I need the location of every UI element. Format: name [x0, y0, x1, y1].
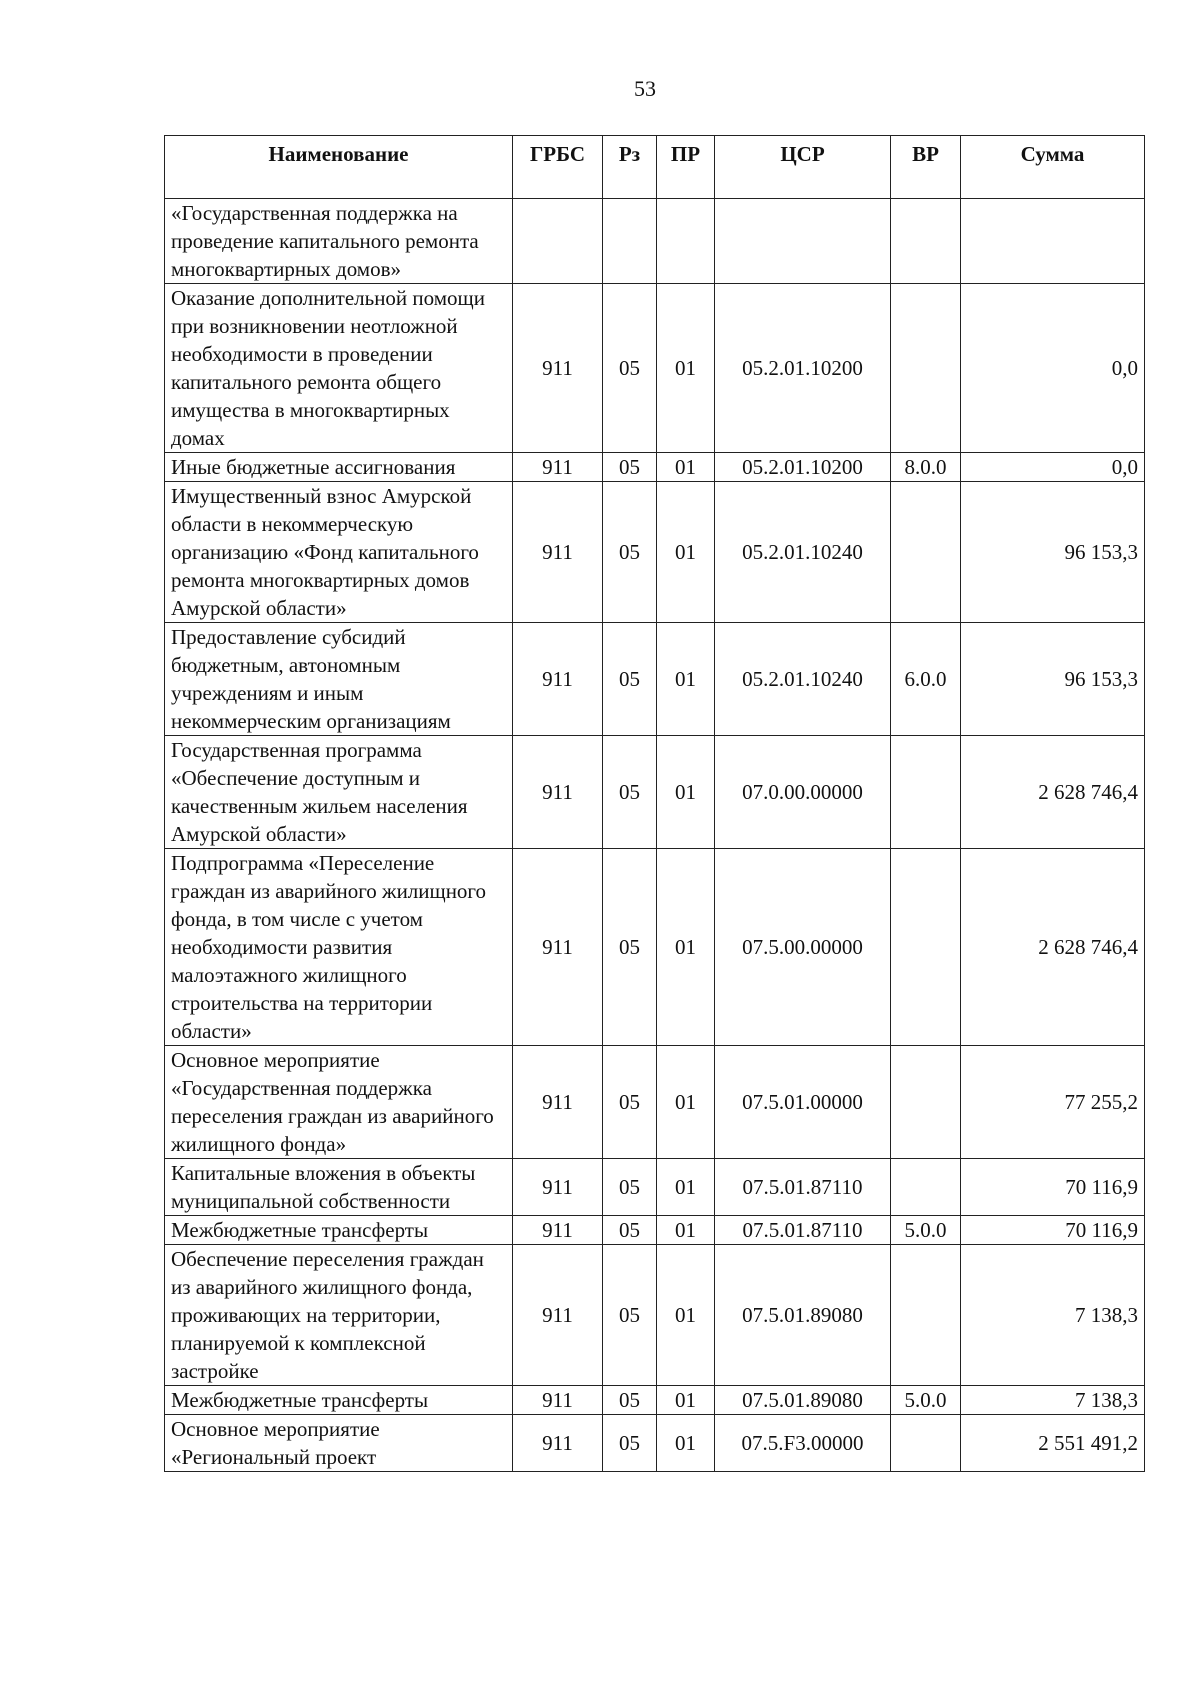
- cell-name: Межбюджетные трансферты: [165, 1386, 513, 1415]
- col-header-rz: Рз: [603, 136, 657, 199]
- cell-csr: 07.5.00.00000: [715, 849, 891, 1046]
- cell-sum: 0,0: [961, 284, 1145, 453]
- table-row: [165, 1415, 1145, 1472]
- cell-pr: 01: [657, 849, 715, 1046]
- cell-grbs: 911: [513, 482, 603, 623]
- cell-csr: 05.2.01.10200: [715, 453, 891, 482]
- col-header-sum: Сумма: [961, 136, 1145, 199]
- cell-rz: 05: [603, 1046, 657, 1159]
- cell-sum: 70 116,9: [961, 1159, 1145, 1216]
- cell-grbs: 911: [513, 1159, 603, 1216]
- table-row: [165, 849, 1145, 1046]
- cell-vr: [891, 736, 961, 849]
- cell-rz: 05: [603, 1245, 657, 1386]
- cell-name: Оказание дополнительной помощи при возникновении неотложной необходимости в проведении капитального ремонта общего имущества в многоквартирных домах: [165, 284, 513, 453]
- cell-grbs: 911: [513, 849, 603, 1046]
- col-header-name: Наименование: [165, 136, 513, 199]
- cell-rz: 05: [603, 284, 657, 453]
- cell-vr: 8.0.0: [891, 453, 961, 482]
- cell-pr: 01: [657, 453, 715, 482]
- cell-name: Основное мероприятие «Государственная поддержка переселения граждан из аварийного жилищного фонда»: [165, 1046, 513, 1159]
- cell-rz: 05: [603, 623, 657, 736]
- table-row: [165, 623, 1145, 736]
- cell-name: Имущественный взнос Амурской области в некоммерческую организацию «Фонд капитального ремонта многоквартирных домов Амурской области»: [165, 482, 513, 623]
- cell-csr: [715, 199, 891, 284]
- cell-rz: 05: [603, 1415, 657, 1472]
- cell-grbs: 911: [513, 453, 603, 482]
- table-row: [165, 482, 1145, 623]
- cell-name: Основное мероприятие «Региональный проект: [165, 1415, 513, 1472]
- cell-sum: 2 628 746,4: [961, 736, 1145, 849]
- cell-vr: [891, 849, 961, 1046]
- cell-vr: [891, 1159, 961, 1216]
- cell-grbs: 911: [513, 1415, 603, 1472]
- cell-grbs: 911: [513, 623, 603, 736]
- table-row: [165, 1046, 1145, 1159]
- cell-pr: 01: [657, 1386, 715, 1415]
- col-header-vr: ВР: [891, 136, 961, 199]
- cell-name: Подпрограмма «Переселение граждан из аварийного жилищного фонда, в том числе с учетом необходимости развития малоэтажного жилищного строительства на территории области»: [165, 849, 513, 1046]
- cell-pr: 01: [657, 1245, 715, 1386]
- cell-rz: [603, 199, 657, 284]
- cell-sum: 2 551 491,2: [961, 1415, 1145, 1472]
- table-row: [165, 1245, 1145, 1386]
- cell-vr: [891, 1046, 961, 1159]
- cell-rz: 05: [603, 453, 657, 482]
- cell-pr: 01: [657, 482, 715, 623]
- cell-csr: 07.5.01.89080: [715, 1386, 891, 1415]
- cell-rz: 05: [603, 1159, 657, 1216]
- cell-grbs: 911: [513, 736, 603, 849]
- budget-table: [164, 135, 1145, 1472]
- cell-name: Капитальные вложения в объекты муниципальной собственности: [165, 1159, 513, 1216]
- cell-rz: 05: [603, 1216, 657, 1245]
- cell-sum: 77 255,2: [961, 1046, 1145, 1159]
- table-row: [165, 284, 1145, 453]
- cell-rz: 05: [603, 482, 657, 623]
- cell-sum: [961, 199, 1145, 284]
- cell-sum: 96 153,3: [961, 623, 1145, 736]
- cell-sum: 7 138,3: [961, 1386, 1145, 1415]
- cell-pr: 01: [657, 284, 715, 453]
- cell-csr: 05.2.01.10240: [715, 482, 891, 623]
- cell-vr: [891, 199, 961, 284]
- cell-csr: 07.0.00.00000: [715, 736, 891, 849]
- cell-rz: 05: [603, 1386, 657, 1415]
- table-header-row: [165, 136, 1145, 199]
- cell-vr: 5.0.0: [891, 1386, 961, 1415]
- table-row: [165, 736, 1145, 849]
- cell-pr: 01: [657, 736, 715, 849]
- cell-pr: [657, 199, 715, 284]
- cell-grbs: 911: [513, 1245, 603, 1386]
- cell-vr: [891, 1415, 961, 1472]
- cell-vr: [891, 1245, 961, 1386]
- cell-csr: 07.5.01.87110: [715, 1216, 891, 1245]
- cell-grbs: 911: [513, 1386, 603, 1415]
- cell-name: Обеспечение переселения граждан из аварийного жилищного фонда, проживающих на территории, планируемой к комплексной застройке: [165, 1245, 513, 1386]
- cell-pr: 01: [657, 1415, 715, 1472]
- col-header-pr: ПР: [657, 136, 715, 199]
- cell-name: «Государственная поддержка на проведение капитального ремонта многоквартирных домов»: [165, 199, 513, 284]
- table-row: [165, 453, 1145, 482]
- cell-name: Государственная программа «Обеспечение доступным и качественным жильем населения Амурской области»: [165, 736, 513, 849]
- table-row: [165, 199, 1145, 284]
- cell-vr: 5.0.0: [891, 1216, 961, 1245]
- cell-sum: 2 628 746,4: [961, 849, 1145, 1046]
- cell-csr: 07.5.01.00000: [715, 1046, 891, 1159]
- cell-sum: 70 116,9: [961, 1216, 1145, 1245]
- cell-grbs: 911: [513, 1216, 603, 1245]
- cell-csr: 07.5.01.89080: [715, 1245, 891, 1386]
- cell-name: Предоставление субсидий бюджетным, автономным учреждениям и иным некоммерческим организациям: [165, 623, 513, 736]
- cell-csr: 07.5.01.87110: [715, 1159, 891, 1216]
- table-row: [165, 1216, 1145, 1245]
- table-row: [165, 1386, 1145, 1415]
- page-number: 53: [634, 76, 656, 101]
- cell-name: Межбюджетные трансферты: [165, 1216, 513, 1245]
- cell-csr: 05.2.01.10200: [715, 284, 891, 453]
- col-header-grbs: ГРБС: [513, 136, 603, 199]
- cell-pr: 01: [657, 1216, 715, 1245]
- cell-pr: 01: [657, 1046, 715, 1159]
- cell-grbs: [513, 199, 603, 284]
- cell-vr: [891, 482, 961, 623]
- table-row: [165, 1159, 1145, 1216]
- cell-name: Иные бюджетные ассигнования: [165, 453, 513, 482]
- cell-pr: 01: [657, 623, 715, 736]
- cell-grbs: 911: [513, 1046, 603, 1159]
- cell-sum: 7 138,3: [961, 1245, 1145, 1386]
- cell-grbs: 911: [513, 284, 603, 453]
- cell-pr: 01: [657, 1159, 715, 1216]
- cell-csr: 05.2.01.10240: [715, 623, 891, 736]
- cell-vr: [891, 284, 961, 453]
- cell-sum: 96 153,3: [961, 482, 1145, 623]
- cell-vr: 6.0.0: [891, 623, 961, 736]
- cell-rz: 05: [603, 736, 657, 849]
- cell-sum: 0,0: [961, 453, 1145, 482]
- col-header-csr: ЦСР: [715, 136, 891, 199]
- cell-rz: 05: [603, 849, 657, 1046]
- cell-csr: 07.5.F3.00000: [715, 1415, 891, 1472]
